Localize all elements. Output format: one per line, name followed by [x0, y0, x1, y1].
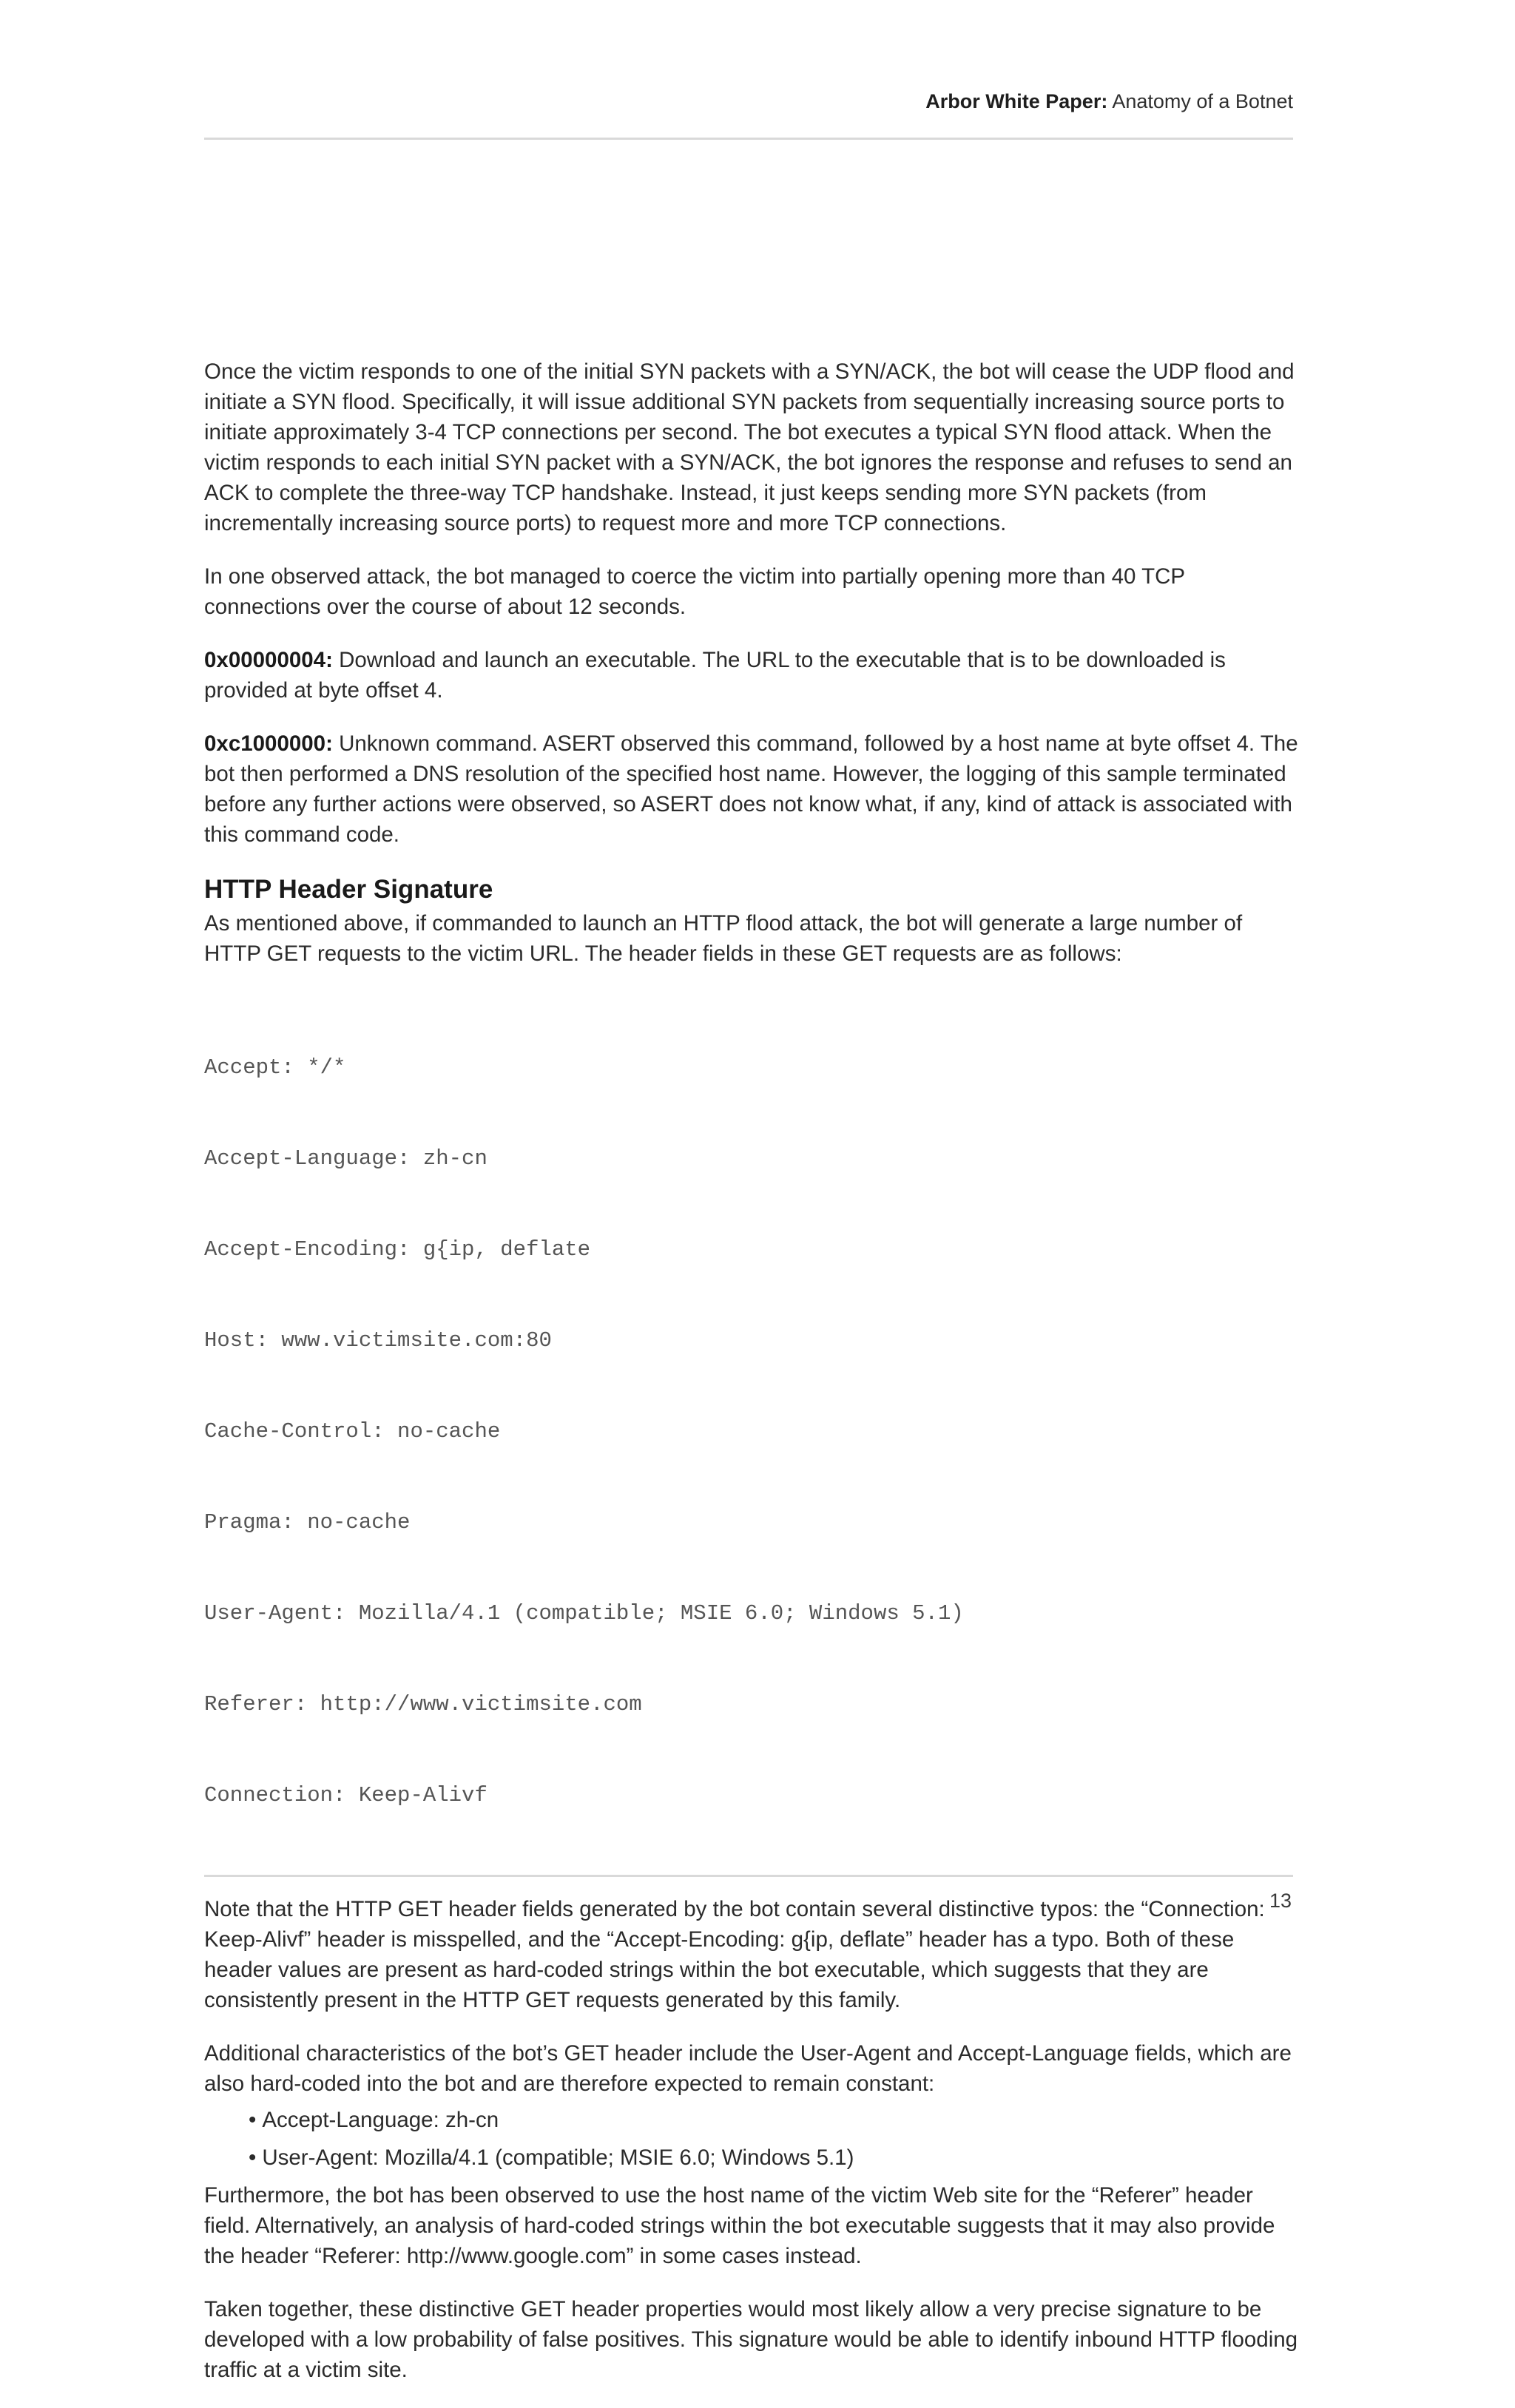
code-line: User-Agent: Mozilla/4.1 (compatible; MSIE 6.0; Windows 5.1) — [204, 1601, 964, 1626]
command-description: Download and launch an executable. The URL to the executable that is to be downloaded is provided at byte offset 4. — [204, 648, 1226, 703]
paragraph-referer: Furthermore, the bot has been observed to use the host name of the victim Web site for the “Referer” header field. Alternatively, an analysis of hard-coded strings within the bot executable suggests that it may also provide the header “Referer: http://www.google.com” in some cases instead. — [204, 2183, 1275, 2268]
paragraph-syn-flood: Once the victim responds to one of the initial SYN packets with a SYN/ACK, the bot will cease the UDP flood and initiate a SYN flood. Specifically, it will issue additional SYN packets from sequentially increasing source ports to initiate approximately 3-4 TCP connections per second. The bot executes a typical SYN flood attack. When the victim responds to each initial SYN packet with a SYN/ACK, the bot ignores the response and refuses to send an ACK to complete the three-way TCP handshake. Instead, it just keeps sending more SYN packets (from incrementally increasing source ports) to request more and more TCP connections. — [204, 359, 1295, 535]
code-line: Cache-Control: no-cache — [204, 1419, 501, 1444]
code-line: Accept-Encoding: g{ip, deflate — [204, 1237, 591, 1262]
command-code: 0x00000004: — [204, 648, 333, 672]
paragraph-command-unknown — [204, 728, 1299, 850]
code-line: Pragma: no-cache — [204, 1510, 411, 1535]
command-code: 0xc1000000: — [204, 731, 333, 756]
code-line: Connection: Keep-Alivf — [204, 1783, 487, 1807]
bullet-icon: • — [249, 2145, 257, 2170]
running-header-title: Anatomy of a Botnet — [1107, 90, 1293, 112]
paragraph-characteristics: Additional characteristics of the bot’s GET header include the User-Agent and Accept-Language fields, which are also hard-coded into the bot and are therefore expected to remain constant: — [204, 2041, 1292, 2096]
command-description: Unknown command. ASERT observed this command, followed by a host name at byte offset 4. The bot then performed a DNS resolution of the specified host name. However, the logging of this sample terminated before any further actions were observed, so ASERT does not know what, if any, kind of attack is associated with this command code. — [204, 731, 1298, 847]
paragraph-observed-attack: In one observed attack, the bot managed to coerce the victim into partially opening more than 40 TCP connections over the course of about 12 seconds. — [204, 564, 1185, 619]
page-content — [204, 356, 1299, 2408]
list-item — [249, 2105, 1299, 2135]
running-header — [204, 90, 1293, 113]
header-divider — [204, 138, 1293, 140]
code-line: Accept: */* — [204, 1055, 346, 1080]
code-line: Host: www.victimsite.com:80 — [204, 1328, 552, 1353]
paragraph-command-download — [204, 645, 1299, 706]
http-header-code-block — [204, 992, 1299, 1871]
section-heading: HTTP Header Signature — [204, 875, 493, 904]
list-item-text: Accept-Language: zh-cn — [262, 2108, 499, 2132]
running-header-bold: Arbor White Paper: — [925, 90, 1108, 112]
code-line: Accept-Language: zh-cn — [204, 1146, 487, 1171]
list-item — [249, 2142, 1299, 2173]
header-bullet-list — [204, 2105, 1299, 2173]
paragraph-http-intro: As mentioned above, if commanded to launch an HTTP flood attack, the bot will generate a large number of HTTP GET requests to the victim URL. The header fields in these GET requests are as follows: — [204, 911, 1243, 966]
page-number: 13 — [1269, 1890, 1292, 1912]
list-item-text: User-Agent: Mozilla/4.1 (compatible; MSIE 6.0; Windows 5.1) — [262, 2145, 854, 2170]
paragraph-typos: Note that the HTTP GET header fields generated by the bot contain several distinctive typos: the “Connection: Keep-Alivf” header is misspelled, and the “Accept-Encoding: g{ip, deflate” header has a typo. Both of these header values are present as hard-coded strings within the bot executable, which suggests that they are consistently present in the HTTP GET requests generated by this family. — [204, 1897, 1265, 2012]
code-line: Referer: http://www.victimsite.com — [204, 1692, 642, 1717]
footer-divider — [204, 1875, 1293, 1877]
paragraph-conclusion: Taken together, these distinctive GET header properties would most likely allow a very precise signature to be developed with a low probability of false positives. This signature would be able to identify inbound HTTP flooding traffic at a victim site. — [204, 2297, 1298, 2382]
bullet-icon: • — [249, 2108, 257, 2132]
